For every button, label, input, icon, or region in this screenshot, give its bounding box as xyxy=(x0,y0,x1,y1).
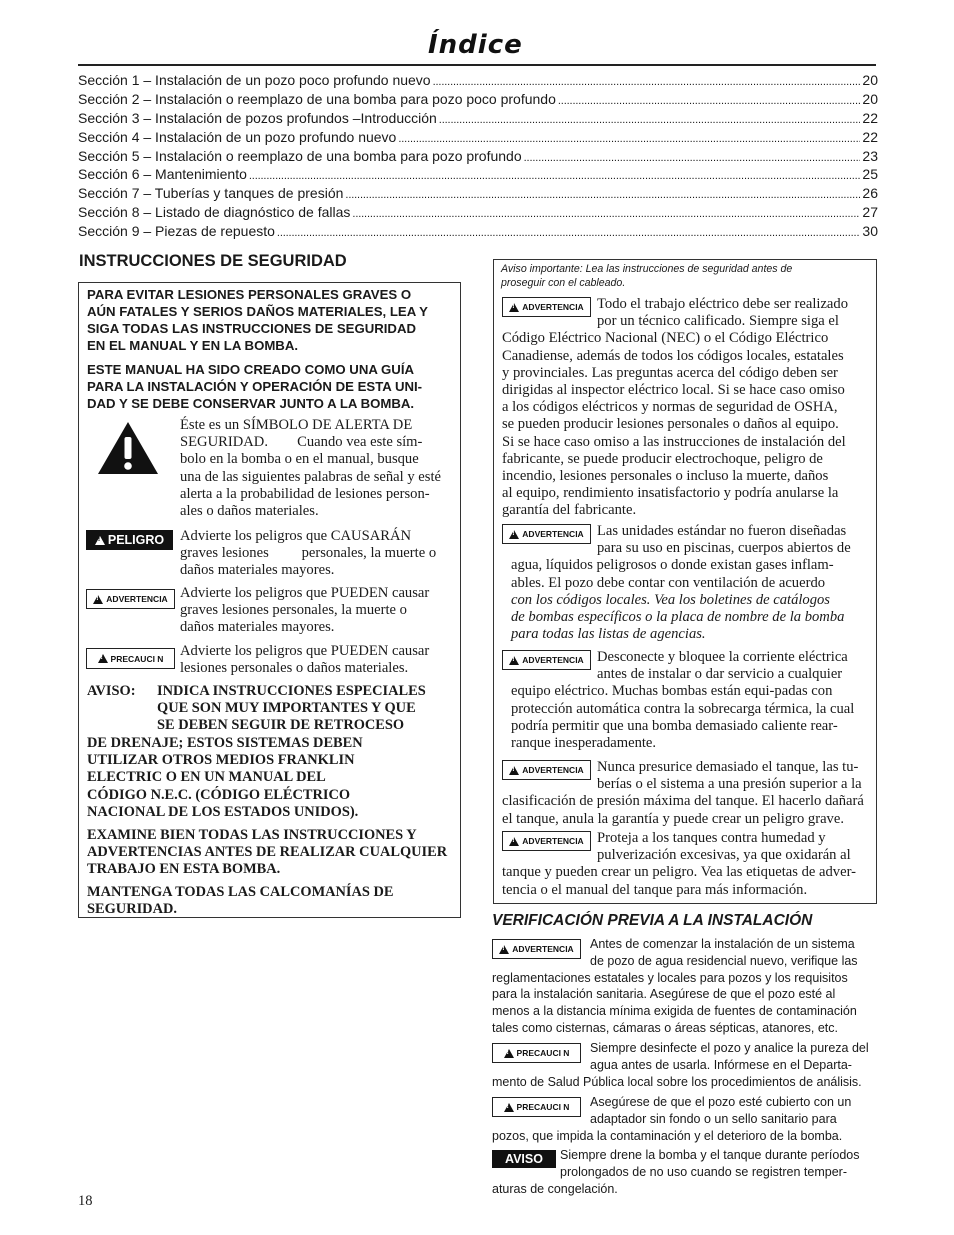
text-line: EN EL MANUAL Y EN LA BOMBA. xyxy=(87,338,299,353)
symbol-description xyxy=(180,417,441,520)
toc-entry[interactable] xyxy=(78,166,878,185)
text-line: tanque y pueden crear un peligro. Vea las etiquetas de adver- xyxy=(502,864,856,881)
advertencia-badge xyxy=(492,939,581,959)
toc-leader-dots xyxy=(249,166,861,182)
text-line: Siempre drene la bomba y el tanque durante períodos xyxy=(560,1148,860,1162)
badge-label: PRECAUCI N xyxy=(516,1048,570,1058)
advertencia-badge xyxy=(502,831,591,851)
toc-leader-dots xyxy=(439,110,861,126)
badge-label: ADVERTENCIA xyxy=(522,765,584,775)
text-line: Advierte los peligros que PUEDEN causar xyxy=(180,585,430,601)
text-line: adaptador sin fondo o un sello sanitario para xyxy=(590,1111,837,1126)
text-line: graves lesiones personales, la muerte o xyxy=(180,545,437,562)
text-line: Si se hace caso omiso a las instrucciones de instalación del xyxy=(502,433,846,450)
badge-label: ADVERTENCIA xyxy=(522,529,584,539)
text-line: el tanque, anula la garantía y puede crear un peligro grave. xyxy=(502,810,844,827)
text-line: prolongados de no uso cuando se registren temper- xyxy=(560,1164,847,1179)
text-line: aturas de congelación. xyxy=(492,1181,618,1196)
text-line: tales como cisternas, cámaras o áreas sépticas, atanores, etc. xyxy=(492,1021,838,1035)
text-line: bolo en la bomba o en el manual, busque xyxy=(180,451,419,468)
toc-leader-dots xyxy=(524,148,861,164)
toc-entry-label: Sección 5 – Instalación o reemplazo de una bomba para pozo profundo xyxy=(78,147,522,164)
text-line: fabricante, se puede producir electrochoque, peligro de xyxy=(502,450,823,467)
mantenga-calcomanias xyxy=(87,884,394,918)
warning-icon xyxy=(499,945,509,954)
badge-label: AVISO xyxy=(505,1152,543,1166)
text-line: de pozo de agua residencial nuevo, verifique las xyxy=(590,953,858,968)
text-line: pulverización excesivas, ya que oxidarán al xyxy=(597,847,851,864)
text-line: con los códigos locales. Vea los boletines de catálogos xyxy=(511,591,830,608)
text-line: para su uso en piscinas, cuerpos abiertos de xyxy=(597,540,851,557)
badge-label: PRECAUCI N xyxy=(110,653,164,664)
toc-entry-label: Sección 2 – Instalación o reemplazo de una bomba para pozo poco profundo xyxy=(78,90,556,107)
text-line: al equipo, rendimiento insatisfactorio y podría anularse la xyxy=(502,485,839,502)
text-line: CÓDIGO N.E.C. (CÓDIGO ELÉCTRICO xyxy=(87,786,351,803)
toc-entry[interactable] xyxy=(78,148,878,167)
text-line: equipo eléctrico. Muchas bombas están equi-padas con xyxy=(511,683,833,700)
text-line: por un técnico calificado. Siempre siga el xyxy=(597,313,839,330)
toc-entry-page: 20 xyxy=(862,90,878,107)
toc-entry[interactable] xyxy=(78,110,878,129)
text-line: SEGURIDAD. Cuando vea este sím- xyxy=(180,434,423,451)
text-line: Antes de comenzar la instalación de un sistema xyxy=(590,937,855,951)
text-line: TRABAJO EN ESTA BOMBA. xyxy=(87,861,281,878)
text-line: se pueden producir lesiones personales o daños al equipo. xyxy=(502,416,839,433)
toc-entry-label: Sección 4 – Instalación de un pozo profundo nuevo xyxy=(78,128,397,145)
text-line: pozos, que impida la contaminación y el deterioro de la bomba. xyxy=(492,1128,843,1143)
text-line: mento de Salud Pública local sobre los procedimientos de análisis. xyxy=(492,1074,862,1089)
text-line: MANTENGA TODAS LAS CALCOMANÍAS DE xyxy=(87,884,394,900)
advertencia-description xyxy=(180,585,429,637)
text-line: EXAMINE BIEN TODAS LAS INSTRUCCIONES Y xyxy=(87,827,417,843)
warning-icon xyxy=(98,654,108,663)
text-line: antes de instalar o dar servicio a cualquier xyxy=(597,666,843,683)
advertencia-badge xyxy=(502,524,591,544)
text-line: SIGA TODAS LAS INSTRUCCIONES DE SEGURIDAD xyxy=(87,321,416,336)
text-line: ESTE MANUAL HA SIDO CREADO COMO UNA GUÍA xyxy=(87,362,415,377)
safety-intro-2 xyxy=(87,361,422,412)
toc-entry[interactable] xyxy=(78,204,878,223)
text-line: agua antes de usarla. Infórmese en el Departa- xyxy=(590,1057,852,1072)
text-line: Proteja a los tanques contra humedad y xyxy=(597,830,826,846)
examine-instructions xyxy=(87,827,447,879)
text-line: protección automática contra la sobrecarga térmica, la cual xyxy=(511,700,855,717)
toc-entry-page: 27 xyxy=(862,204,878,221)
toc-entry-page: 26 xyxy=(862,185,878,202)
warning-icon xyxy=(93,595,103,604)
text-line: Nunca presurice demasiado el tanque, las tu- xyxy=(597,759,859,775)
text-line: SE DEBEN SEGUIR DE RETROCESO xyxy=(157,717,405,734)
verificacion-heading: VERIFICACIÓN PREVIA A LA INSTALACIÓN xyxy=(492,912,813,929)
badge-label: ADVERTENCIA xyxy=(512,944,574,954)
text-line: garantía del fabricante. xyxy=(502,502,637,519)
text-line: a los códigos eléctricos y normas de seguridad de OSHA, xyxy=(502,399,838,416)
toc-entry-page: 20 xyxy=(862,72,878,88)
text-line: daños materiales mayores. xyxy=(180,619,335,636)
text-line: Código Eléctrico Nacional (NEC) o el Código Eléctrico xyxy=(502,330,829,347)
title-rule xyxy=(78,64,876,66)
text-line: Aviso importante: Lea las instrucciones de seguridad antes de xyxy=(501,263,793,275)
aviso-description xyxy=(157,683,426,735)
toc-entry[interactable] xyxy=(78,185,878,204)
safety-alert-symbol-icon xyxy=(96,420,160,476)
precaucion-badge xyxy=(492,1043,581,1063)
warning-icon xyxy=(95,536,105,545)
text-line: de bombas específicos o la placa de nombre de la bomba xyxy=(511,609,845,625)
safety-intro-1 xyxy=(87,286,428,354)
text-line: Desconecte y bloquee la corriente eléctrica xyxy=(597,649,848,665)
text-line: tencia o el manual del tanque para más información. xyxy=(502,881,808,898)
page-title: Índice xyxy=(428,30,523,60)
text-line: lesiones personales o daños materiales. xyxy=(180,660,409,677)
text-line: Asegúrese de que el pozo esté cubierto con un xyxy=(590,1095,852,1109)
warning-icon xyxy=(504,1049,514,1058)
aviso-label: AVISO: xyxy=(87,683,136,699)
toc-entry-page: 22 xyxy=(862,109,878,126)
warning-icon xyxy=(509,837,519,846)
text-line: QUE SON MUY IMPORTANTES Y QUE xyxy=(157,700,416,717)
text-line: ales o daños materiales. xyxy=(180,503,319,520)
text-line: INDICA INSTRUCCIONES ESPECIALES xyxy=(157,683,426,699)
toc-leader-dots xyxy=(345,185,860,201)
text-line: berías o el sistema a una presión superior a la xyxy=(597,776,862,793)
warning-icon xyxy=(509,766,519,775)
toc-entry-label: Sección 7 – Tuberías y tanques de presión xyxy=(78,185,344,202)
badge-label: PELIGRO xyxy=(107,533,165,547)
badge-label: ADVERTENCIA xyxy=(522,836,584,846)
text-line: DAD Y SE DEBE CONSERVAR JUNTO A LA BOMBA. xyxy=(87,396,415,411)
warning-icon xyxy=(504,1103,514,1112)
toc-entry-label: Sección 6 – Mantenimiento xyxy=(78,166,247,183)
toc-entry-label: Sección 3 – Instalación de pozos profundos –Introducción xyxy=(78,109,437,126)
important-note xyxy=(501,263,792,290)
text-line: alerta a la probabilidad de lesiones person- xyxy=(180,485,430,502)
text-line: ranque inesperadamente. xyxy=(511,735,657,751)
toc-leader-dots xyxy=(558,91,861,107)
text-line: agua, líquidos peligrosos o donde existan gases inflam- xyxy=(511,557,834,574)
toc-entry[interactable] xyxy=(78,223,878,242)
text-line: Todo el trabajo eléctrico debe ser realizado xyxy=(597,296,848,312)
safety-heading: INSTRUCCIONES DE SEGURIDAD xyxy=(79,252,347,270)
toc-entry-page: 22 xyxy=(862,128,878,145)
text-line: y provinciales. Las preguntas acerca del código deben ser xyxy=(502,364,838,381)
toc-entry[interactable] xyxy=(78,91,878,110)
precaucion-badge xyxy=(492,1097,581,1117)
toc-entry-label: Sección 9 – Piezas de repuesto xyxy=(78,223,275,240)
warning-icon xyxy=(509,656,519,665)
toc-entry-page: 25 xyxy=(862,166,878,183)
toc-entry[interactable] xyxy=(78,129,878,148)
toc-leader-dots xyxy=(398,129,860,145)
aviso-continuation xyxy=(87,735,363,821)
text-line: Advierte los peligros que PUEDEN causar xyxy=(180,643,430,659)
text-line: daños materiales mayores. xyxy=(180,562,335,579)
text-line: para todas las listas de agencias. xyxy=(511,626,706,643)
text-line: AÚN FATALES Y SERIOS DAÑOS MATERIALES, LEA Y xyxy=(87,304,428,319)
toc-leader-dots xyxy=(433,72,861,88)
text-line: una de las siguientes palabras de señal y esté xyxy=(180,468,441,485)
text-line: reglamentaciones estatales y locales para pozos y los requisitos xyxy=(492,970,848,985)
text-line: ables. El pozo debe contar con ventilación de acuerdo xyxy=(511,574,826,591)
text-line: incendio, lesiones personales o incluso la muerte, daños xyxy=(502,468,829,484)
precaucion-description xyxy=(180,643,429,677)
text-line: Advierte los peligros que CAUSARÁN xyxy=(180,528,412,544)
toc-entry-page: 30 xyxy=(862,223,878,240)
text-line: menos a la distancia mínima exigida de fuentes de contaminación xyxy=(492,1004,857,1019)
text-line: dirigidas al inspector eléctrico local. Si se hace caso omiso xyxy=(502,382,845,398)
badge-label: ADVERTENCIA xyxy=(522,655,584,665)
text-line: para la instalación sanitaria. Asegúrese de que el pozo esté al xyxy=(492,987,836,1002)
peligro-description xyxy=(180,528,436,580)
text-line: proseguir con el cableado. xyxy=(501,276,626,289)
toc-entry-label: Sección 8 – Listado de diagnóstico de fallas xyxy=(78,204,351,221)
warning-icon xyxy=(509,530,519,539)
text-line: Canadiense, además de todos los códigos locales, estatales xyxy=(502,347,844,364)
aviso-badge xyxy=(492,1150,556,1168)
text-line: SEGURIDAD. xyxy=(87,901,177,918)
table-of-contents xyxy=(78,72,878,242)
text-line: clasificación de presión máxima del tanque. El hacerlo dañará xyxy=(502,793,864,810)
precaucion-badge xyxy=(86,648,175,669)
text-line: podría permitir que una bomba demasiado caliente rear- xyxy=(511,717,838,734)
text-line: Siempre desinfecte el pozo y analice la pureza del xyxy=(590,1041,869,1055)
peligro-badge xyxy=(86,530,173,550)
advertencia-badge xyxy=(502,297,591,317)
text-line: graves lesiones personales, la muerte o xyxy=(180,602,407,619)
text-line: DE DRENAJE; ESTOS SISTEMAS DEBEN xyxy=(87,735,363,751)
text-line: PARA EVITAR LESIONES PERSONALES GRAVES O xyxy=(87,287,412,302)
warning-icon xyxy=(509,303,519,312)
text-line: ELECTRIC O EN UN MANUAL DEL xyxy=(87,769,326,786)
page-number: 18 xyxy=(78,1193,93,1209)
toc-entry-page: 23 xyxy=(862,147,878,164)
toc-entry-label: Sección 1 – Instalación de un pozo poco profundo nuevo xyxy=(78,72,431,88)
toc-leader-dots xyxy=(352,204,860,220)
toc-entry[interactable] xyxy=(78,72,878,91)
badge-label: PRECAUCI N xyxy=(516,1102,570,1112)
text-line: NACIONAL DE LOS ESTADOS UNIDOS). xyxy=(87,803,359,820)
text-line: UTILIZAR OTROS MEDIOS FRANKLIN xyxy=(87,752,355,769)
text-line: Éste es un SÍMBOLO DE ALERTA DE xyxy=(180,417,413,433)
advertencia-badge xyxy=(502,650,591,670)
advertencia-badge xyxy=(86,589,175,609)
text-line: Las unidades estándar no fueron diseñadas xyxy=(597,523,847,539)
text-line: PARA LA INSTALACIÓN Y OPERACIÓN DE ESTA UNI- xyxy=(87,379,423,394)
badge-label: ADVERTENCIA xyxy=(522,302,584,312)
text-line: ADVERTENCIAS ANTES DE REALIZAR CUALQUIER xyxy=(87,844,448,861)
toc-leader-dots xyxy=(277,223,861,239)
badge-label: ADVERTENCIA xyxy=(106,594,168,604)
advertencia-badge xyxy=(502,760,591,780)
